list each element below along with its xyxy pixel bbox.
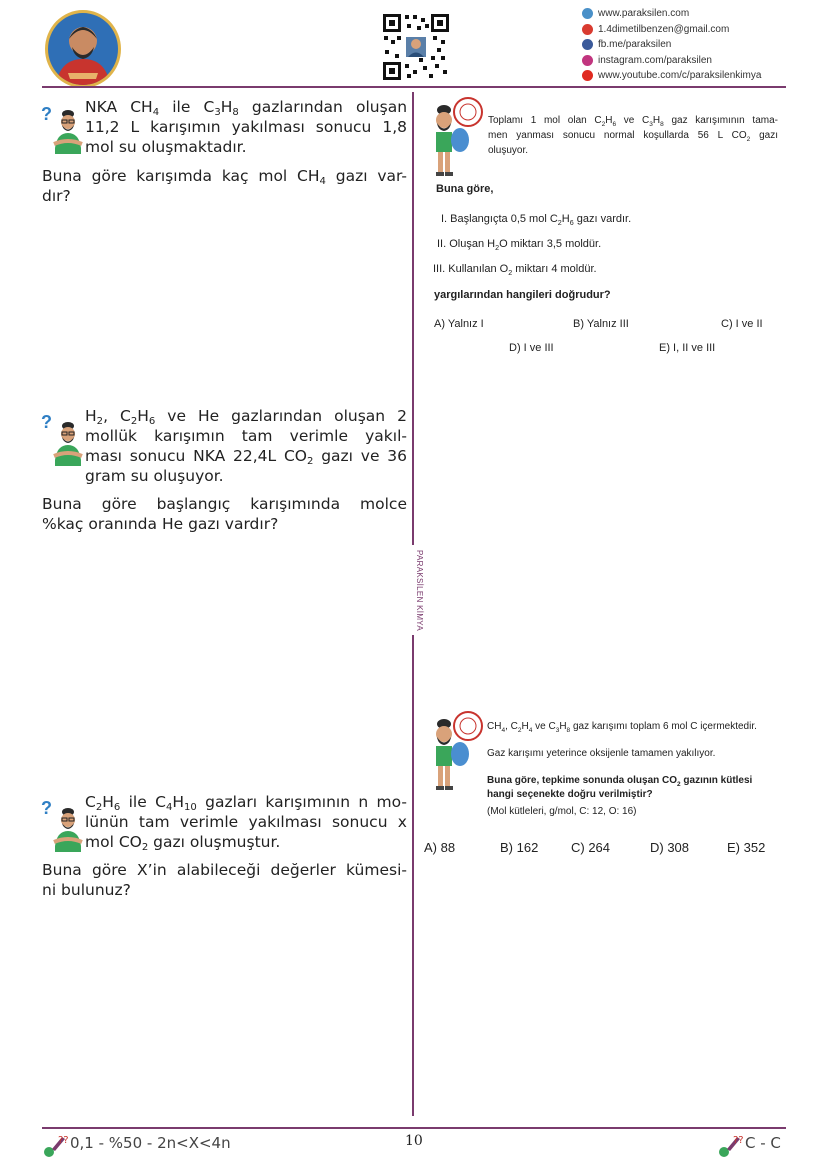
question-mark-icon: ?	[41, 798, 52, 818]
q5-note: (Mol kütleleri, g/mol, C: 12, O: 16)	[487, 806, 637, 817]
q4-item-1: I. Başlangıçta 0,5 mol $C_2H_6$ gazı vardır.	[441, 213, 632, 227]
contact-item[interactable]	[582, 6, 797, 22]
q1-line: 11,2 L karışımın yakılması sonucu 1,8	[85, 118, 407, 136]
q4-lead: Buna göre,	[436, 183, 494, 195]
instagram-icon	[582, 55, 593, 66]
q4-option-e[interactable]: E) I, II ve III	[659, 342, 716, 354]
youtube-icon	[582, 70, 593, 81]
character-icon	[52, 108, 84, 158]
q2-ask-line: %kaç oranında He gazı vardır?	[42, 515, 279, 533]
q1-line: mol su oluşmaktadır.	[85, 138, 247, 156]
q5-option-b[interactable]: B) 162	[500, 840, 539, 855]
question-mark-icon: ?	[41, 104, 52, 124]
q5-option-a[interactable]: A) 88	[424, 840, 456, 855]
contact-text: 1.4dimetilbenzen@gmail.com	[598, 23, 730, 35]
svg-text:??: ??	[58, 1135, 69, 1146]
q5-prompt-line: Buna göre, tepkime sonunda oluşan $CO_2$ gazının kütlesi	[487, 775, 753, 788]
q1-ask-line: Buna göre karışımda kaç mol $CH_4$ gazı var-	[42, 167, 408, 187]
page-number: 10	[405, 1133, 423, 1149]
q5-intro-2: Gaz karışımı yeterince oksijenle tamamen yakılıyor.	[487, 748, 716, 759]
character-icon	[52, 420, 84, 470]
q5-intro-1: $CH_4$, $C_2H_4$ ve $C_3H_8$ gaz karışımı toplam 6 mol C içermektedir.	[487, 721, 757, 734]
q3-line: lünün tam verimle yakılması sonucu x	[85, 813, 407, 831]
q4-option-b[interactable]: B) Yalnız III	[573, 318, 629, 330]
q5-prompt-line: hangi seçenekte doğru verilmiştir?	[487, 789, 653, 800]
q4-prompt: yargılarından hangileri doğrudur?	[434, 289, 611, 301]
question-mark-icon: ?	[41, 412, 52, 432]
q2-line: gram su oluşuyor.	[85, 467, 224, 485]
contact-list	[582, 6, 797, 84]
contact-item[interactable]	[582, 37, 797, 53]
facebook-icon	[582, 39, 593, 50]
q2-ask-line: Buna göre başlangıç karışımında molce	[42, 495, 407, 513]
teacher-character-icon	[426, 96, 484, 182]
gmail-icon	[582, 24, 593, 35]
side-label: PARAKSİLEN KİMYA	[402, 545, 424, 635]
q5-prompt	[487, 774, 752, 802]
svg-text:??: ??	[733, 1135, 744, 1146]
key-icon	[715, 1133, 745, 1165]
q5-option-d[interactable]: D) 308	[650, 840, 690, 855]
key-icon	[40, 1133, 70, 1165]
q5-option-e[interactable]: E) 352	[727, 840, 766, 855]
q3-ask-line: Buna göre X’in alabileceği değerler kümesi-	[42, 861, 407, 879]
character-icon	[52, 806, 84, 856]
q1-ask-line: dır?	[42, 187, 71, 205]
q4-intro-line: men yanması sonucu normal koşullarda 56 L $CO_2$ gazı	[488, 130, 778, 143]
q4-option-c[interactable]: C) I ve II	[721, 318, 763, 330]
q4-intro-line: Toplamı 1 mol olan $C_2H_6$ ve $C_3H_8$ gaz karışımının tama-	[488, 115, 778, 128]
qr-code[interactable]	[381, 12, 451, 82]
header-rule	[42, 86, 786, 88]
contact-item[interactable]	[582, 68, 797, 84]
footer-rule	[42, 1127, 786, 1129]
q2-line: mollük karışımın tam verimle yakıl-	[85, 427, 407, 445]
q4-option-a[interactable]: A) Yalnız I	[434, 318, 484, 330]
q4-intro-line: oluşuyor.	[488, 145, 529, 156]
web-icon	[582, 8, 593, 19]
contact-item[interactable]	[582, 53, 797, 69]
contact-text: www.paraksilen.com	[598, 8, 690, 20]
contact-item[interactable]	[582, 22, 797, 38]
q2-line: $H_2$, $C_2H_6$ ve He gazlarından oluşan 2	[85, 407, 407, 427]
footer-answers-left: 0,1 - %50 - 2n<X<4n	[70, 1134, 231, 1152]
q4-intro	[488, 113, 778, 158]
q5-option-c[interactable]: C) 264	[571, 840, 611, 855]
q3-ask-line: ni bulunuz?	[42, 881, 131, 899]
q3-line: $C_2H_6$ ile $C_4H_{10}$ gazları karışımının n mo-	[85, 793, 408, 813]
q4-option-d[interactable]: D) I ve III	[509, 342, 554, 354]
contact-text: www.youtube.com/c/paraksilenkimya	[598, 70, 762, 82]
teacher-character-icon	[426, 710, 484, 796]
q3-line: mol $CO_2$ gazı oluşmuştur.	[85, 833, 281, 853]
q1-line: NKA $CH_4$ ile $C_3H_8$ gazlarından oluşan	[85, 98, 408, 118]
q4-item-3: III. Kullanılan $O_2$ miktarı 4 moldür.	[433, 263, 597, 277]
q2-line: ması sonucu NKA 22,4L $CO_2$ gazı ve 36	[85, 447, 407, 467]
contact-text: instagram.com/paraksilen	[598, 54, 712, 66]
contact-text: fb.me/paraksilen	[598, 39, 672, 51]
footer-answers-right: C - C	[745, 1134, 781, 1152]
q4-item-2: II. Oluşan $H_2O$ miktarı 3,5 moldür.	[437, 238, 602, 252]
author-avatar	[45, 10, 121, 88]
